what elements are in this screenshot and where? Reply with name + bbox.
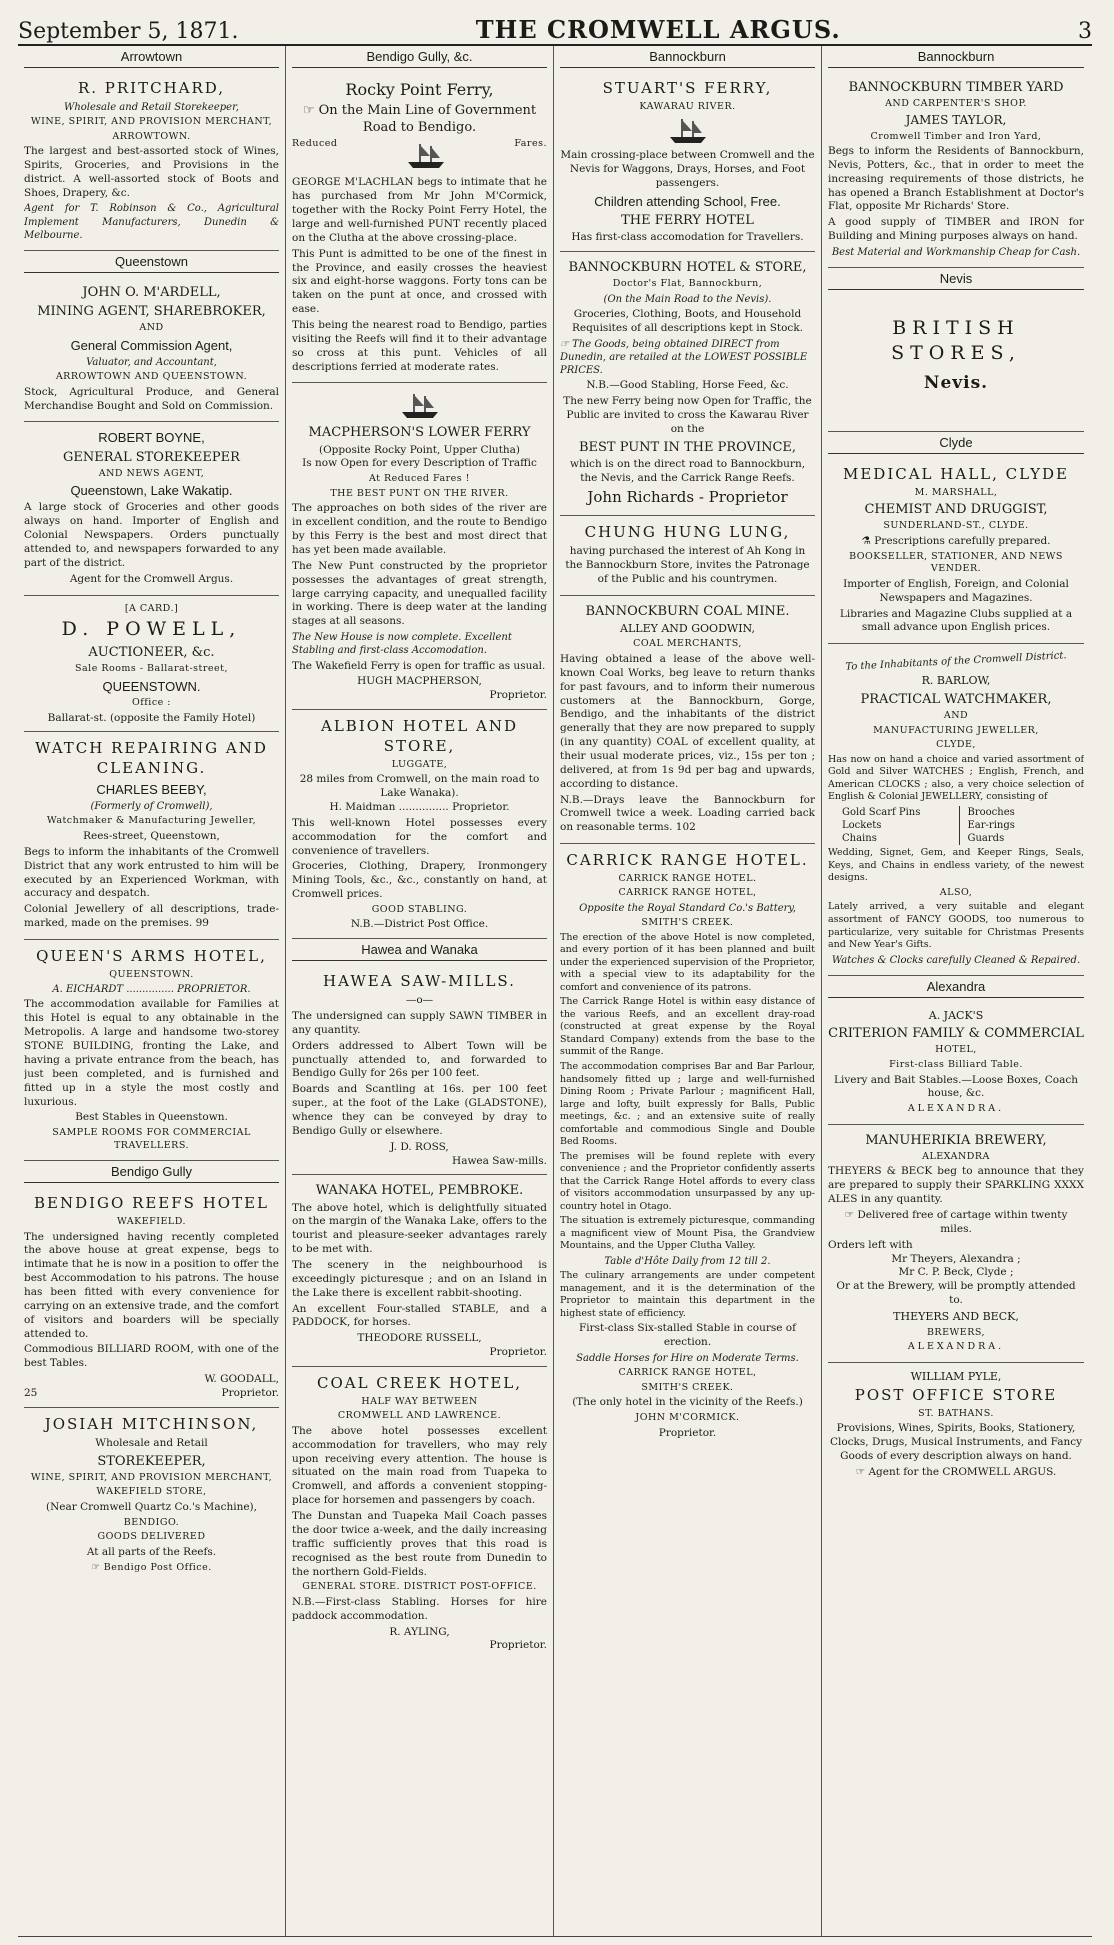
advert-line: SUNDERLAND-ST., CLYDE. [883, 520, 1029, 532]
advert-body: Stock, Agricultural Produce, and General Merchandise Bought and Sold on Commission. [24, 385, 279, 412]
advert-title: ROBERT BOYNE, [98, 430, 205, 446]
advert-line: MINING AGENT, SHAREBROKER, [37, 304, 266, 320]
advert-line: First-class Six-stalled Stable in course of erection. [578, 1322, 797, 1349]
advert-body: The undersigned can supply SAWN TIMBER in any quantity. [292, 1009, 547, 1036]
advert-line: 28 miles from Cromwell, on the main road to Lake Wanaka). [299, 773, 540, 800]
advert-line: BENDIGO. [123, 1516, 180, 1528]
advert-body: Provisions, Wines, Spirits, Books, Stationery, Clocks, Drugs, Musical Instruments, and Fancy Goods of every description always on hand. [829, 1422, 1083, 1463]
advert-line: Watches & Clocks carefully Cleaned & Repaired. [831, 954, 1081, 966]
advert-body [560, 338, 815, 378]
advert-line: BOOKSELLER, STATIONER, AND NEWS VENDER. [849, 550, 1063, 575]
advert-carrick-range [560, 844, 815, 1446]
advert-line: HOTEL, [935, 1044, 977, 1056]
advert-text: On the Main Line of Government Road to Bendigo. [318, 103, 537, 136]
advert-body: Wedding, Signet, Gem, and Keeper Rings, Seals, Keys, and Chains in endless variety, of the newest designs. [828, 847, 1084, 884]
advert-line: AUCTIONEER, &c. [88, 645, 215, 661]
advert-line: Watchmaker & Manufacturing Jeweller, [46, 815, 257, 827]
advert-body: Begs to inform the Residents of Bannockburn, Nevis, Potters, &c., that in order to meet the increasing requirements of those districts, he has opened a Branch Establishment at Doctor's Flat, opposite Mr Richards' Store. [828, 145, 1084, 213]
section-header: Nevis [828, 268, 1084, 290]
advert-body: Commodious BILLIARD ROOM, with one of the best Tables. [24, 1343, 279, 1370]
advert-line: Wholesale and Retail [95, 1436, 208, 1449]
advert-line: ALSO, [939, 886, 973, 898]
advert-line: ST. BATHANS. [918, 1407, 994, 1419]
advert-coal-creek-hotel [292, 1367, 547, 1659]
advert-body: Agent for the Cromwell Argus. [69, 572, 234, 585]
advert-line: CROMWELL AND LAWRENCE. [337, 1410, 502, 1422]
advert-proprietor: John Richards - Proprietor [587, 487, 788, 506]
advert-number: 99 [195, 917, 209, 930]
advert-signature: THEODORE RUSSELL, [357, 1332, 482, 1345]
advert-title: MACPHERSON'S LOWER FERRY [308, 425, 531, 441]
advert-text: N.B.—Drays leave the Bannockburn for Cromwell twice a week. Loading carried back on reasonable terms. [560, 793, 815, 834]
advert-line: SMITH'S CREEK. [641, 1381, 734, 1393]
advert-timber-yard [828, 72, 1084, 268]
advert-bannockburn-hotel [560, 252, 815, 516]
advert-line: Orders left with [828, 1238, 913, 1251]
column-2 [286, 46, 554, 1936]
advert-line: Opposite the Royal Standard Co.'s Battery, [579, 902, 796, 914]
advert-line [828, 1466, 1084, 1480]
pointing-hand-icon: ☞ [560, 338, 573, 350]
advert-line: GOOD STABLING. [371, 903, 468, 915]
advert-line: N.B.—District Post Office. [350, 918, 489, 931]
advert-title: CARRICK RANGE HOTEL. [566, 851, 809, 870]
advert-title: R. BARLOW, [921, 674, 991, 688]
advert-line: JAMES TAYLOR, [905, 112, 1007, 127]
advert-criterion-hotel [828, 1002, 1084, 1125]
advert-line: HALF WAY BETWEEN [361, 1395, 478, 1407]
section-header: Alexandra [828, 976, 1084, 998]
advert-body: Libraries and Magazine Clubs supplied at a small advance upon English prices. [839, 607, 1073, 634]
advert-line: At Reduced Fares ! [368, 473, 471, 485]
advert-body: Agent for T. Robinson & Co., Agricultural Implement Manufacturers, Dunedin & Melbourne. [24, 203, 279, 241]
advert-line: (Formerly of Cromwell), [90, 801, 213, 813]
section-header: Hawea and Wanaka [292, 939, 547, 961]
advert-title: COAL CREEK HOTEL, [316, 1374, 523, 1393]
advert-title: ALBION HOTEL AND STORE, [321, 717, 518, 755]
advert-line: (The only hotel in the vicinity of the Reefs.) [572, 1396, 803, 1409]
advert-text: Reduced [292, 138, 338, 150]
advert-line: THE FERRY HOTEL [621, 213, 754, 229]
advert-line: BREWERS, [926, 1326, 986, 1338]
advert-line: At all parts of the Reefs. [86, 1545, 217, 1558]
advert-text: Colonial Jewellery of all descriptions, trade-marked, made on the premises. [24, 903, 279, 930]
advert-line: Ballarat-st. (opposite the Family Hotel) [47, 711, 256, 724]
advert-line: Is now Open for every Description of Traffic [302, 457, 537, 470]
advert-line: AND NEWS AGENT, [98, 467, 205, 479]
advert-bendigo-reefs [24, 1187, 279, 1408]
section-header: Queenstown [24, 251, 279, 273]
advert-line: CARRICK RANGE HOTEL, [618, 887, 757, 899]
advert-title: CHUNG HUNG LUNG, [584, 523, 791, 542]
advert-manuherikia-brewery [828, 1125, 1084, 1363]
advert-signature: HUGH MACPHERSON, [357, 675, 482, 688]
advert-body: N.B.—First-class Stabling. Horses for hire paddock accommodation. [292, 1595, 547, 1622]
advert-title: Rocky Point Ferry, [345, 80, 494, 99]
advert-line: WAKEFIELD STORE, [96, 1486, 207, 1498]
advert-line: SMITH'S CREEK. [641, 917, 734, 929]
advert-body: Groceries, Clothing, Boots, and Household Requisites of all descriptions kept in Stock. [571, 307, 804, 334]
section-header: Bannockburn [560, 46, 815, 68]
advert-line: Doctor's Flat, Bannockburn, [612, 278, 763, 290]
mortar-pestle-icon: ⚗ [861, 534, 875, 547]
advert-text: Delivered free of cartage within twenty miles. [857, 1209, 1068, 1235]
advert-signature: R. AYLING, [389, 1625, 450, 1638]
section-header: Clyde [828, 432, 1084, 454]
advert-pyle [828, 1363, 1084, 1486]
advert-line: Mr Theyers, Alexandra ; [891, 1252, 1021, 1265]
advert-wanaka-hotel [292, 1175, 547, 1367]
advert-body: A good supply of TIMBER and IRON for Building and Mining purposes always on hand. [828, 216, 1084, 243]
list-item: Gold Scarf Pins [842, 806, 921, 818]
advert-line: AND [943, 710, 969, 722]
advert-boyne [24, 422, 279, 595]
advert-signature: THEYERS AND BECK, [893, 1310, 1019, 1324]
columns [18, 46, 1092, 1937]
advert-footer [24, 1387, 279, 1401]
list-item: Lockets [842, 819, 882, 831]
advert-mitchinson [24, 1408, 279, 1582]
advert-title: WILLIAM PYLE, [910, 1369, 1002, 1383]
advert-body: Boards and Scantling at 16s. per 100 feet super., at the foot of the Lake (GLADSTONE), whence they can be conveyed by dray to Bendigo Gully or elsewhere. [292, 1083, 547, 1137]
advert-line: WINE, SPIRIT, AND PROVISION MERCHANT, [30, 115, 273, 127]
advert-line: AND [139, 322, 164, 334]
advert-rocky-point-ferry [292, 72, 547, 383]
advert-body: Main crossing-place between Cromwell and the Nevis for Waggons, Drays, Horses, and Foot passengers. [560, 149, 815, 190]
advert-title: BENDIGO REEFS HOTEL [33, 1194, 270, 1213]
advert-body: Has now on hand a choice and varied assortment of Gold and Silver WATCHES ; English, French, and American CLOCKS ; also, a very choice selection of English & Colonial JEWELLERY, consisting of [828, 753, 1084, 803]
advert-line: QUEENSTOWN. [109, 968, 194, 980]
advert-text: Agent for the CROMWELL ARGUS. [868, 1466, 1057, 1479]
advert-line: Valuator, and Accountant, [86, 357, 217, 369]
advert-body: which is on the direct road to Bannockburn, the Nevis, and the Carrick Range Reefs. [569, 457, 806, 484]
advert-line: (On the Main Road to the Nevis). [603, 293, 772, 305]
advert-line: —o— [405, 994, 434, 1007]
pointing-hand-icon: ☞ [855, 1466, 869, 1479]
advert-line: Has first-class accomodation for Travellers. [571, 231, 804, 244]
advert-title: HAWEA SAW-MILLS. [323, 972, 516, 991]
advert-title: QUEEN'S ARMS HOTEL, [36, 946, 267, 965]
advert-body [560, 794, 815, 836]
advert-body: Importer of English, Foreign, and Colonial Newspapers and Magazines. [843, 577, 1069, 604]
advert-line: ALEXANDRA. [907, 1103, 1005, 1115]
advert-title: R. PRITCHARD, [77, 79, 226, 97]
advert-body: Having obtained a lease of the above well-known Coal Works, beg leave to return thanks for past favours, and to inform their numerous customers at the Bannockburn, Gorge, Bendigo, and the inhabitants of the district generally that they are now prepared to supply (in any quantity) COAL of excellent quality, at their usual moderate prices, viz., 15s per ton ; delivered, at from 1s 9d per bag and upwards, according to distance. [560, 652, 815, 790]
advert-body: The culinary arrangements are under competent management, and it is the determination of the Proprietor to maintain this department in the highest state of efficiency. [560, 1270, 815, 1319]
jewellery-list-right [959, 806, 1085, 846]
advert-line [24, 1562, 279, 1575]
advert-body [24, 903, 279, 931]
page-number: 3 [1078, 19, 1092, 44]
advert-line: (Opposite Rocky Point, Upper Clutha) [318, 443, 521, 456]
advert-line: ARROWTOWN AND QUEENSTOWN. [55, 371, 248, 383]
advert-line: Livery and Bait Stables.—Loose Boxes, Coach house, &c. [834, 1073, 1078, 1100]
advert-body: The scenery in the neighbourhood is exceedingly picturesque ; and on an Island in the Lake there is excellent rabbit-shooting. [292, 1259, 547, 1299]
advert-body: Begs to inform the inhabitants of the Cromwell District that any work entrusted to him will be executed by an Experienced Workman, with accuracy and despatch. [24, 845, 279, 900]
advert-title: MANUHERIKIA BREWERY, [865, 1132, 1047, 1148]
ship-icon [400, 392, 440, 420]
advert-title: WANAKA HOTEL, PEMBROKE. [315, 1183, 524, 1199]
advert-line: GOODS DELIVERED [97, 1531, 206, 1543]
advert-proprietor: Proprietor. [489, 1346, 547, 1359]
advert-number: 25 [24, 1387, 38, 1400]
advert-body: having purchased the interest of Ah Kong in the Bannockburn Store, invites the Patronage of the Public and his countrymen. [565, 545, 810, 585]
advert-line: Or at the Brewery, will be promptly attended to. [836, 1280, 1076, 1307]
advert-line: WAKEFIELD. [116, 1216, 187, 1228]
advert-line: CARRICK RANGE HOTEL. [618, 872, 757, 884]
advert-line: First-class Billiard Table. [889, 1059, 1023, 1070]
advert-body: The accommodation comprises Bar and Bar Parlour, handsomely fitted up ; large and well-furnished Dining Room ; Private Parlour ; magnificent Hall, large and lofty, built expressly for Balls, Public meetings, &c. ; and an extensive suite of really comfortable and commodious Single and Double Bed Rooms. [560, 1060, 815, 1148]
advert-text: Prescriptions carefully prepared. [874, 534, 1051, 547]
advert-signature: JOHN M'CORMICK. [635, 1412, 740, 1424]
advert-line: ALLEY AND GOODWIN, [620, 621, 755, 635]
advert-title: JOHN O. M'ARDELL, [82, 285, 221, 301]
advert-line: WINE, SPIRIT, AND PROVISION MERCHANT, [30, 1471, 273, 1483]
advert-body: The approaches on both sides of the river are in excellent condition, and the route to Bendigo by this Ferry is the best and most direct that has yet been made available. [292, 502, 547, 556]
advert-line: SAMPLE ROOMS FOR COMMERCIAL TRAVELLERS. [52, 1127, 251, 1151]
jewellery-list [828, 806, 1084, 846]
advert-body: The above hotel, which is delightfully situated on the margin of the Wanaka Lake, offers to the tourist and pleasure-seeker advantages rarely to be met with. [292, 1201, 547, 1256]
advert-line: N.B.—Good Stabling, Horse Feed, &c. [586, 379, 789, 392]
column-1 [18, 46, 286, 1936]
advert-body: The Carrick Range Hotel is within easy distance of the various Reefs, and an excellent dray-road (constructed at great expense by the Royal Standard Company) extends from the base to the summit of the Range. [560, 996, 815, 1058]
advert-title: A. JACK'S [928, 1008, 984, 1022]
advert-line: STOREKEEPER, [97, 1453, 206, 1469]
advert-line: Nevis. [923, 373, 989, 394]
advert-barlow [828, 644, 1084, 976]
ship-icon [668, 117, 708, 145]
advert-line: Table d'Hôte Daily from 12 till 2. [604, 1255, 771, 1267]
advert-powell [24, 596, 279, 733]
advert-title: STUART'S FERRY, [602, 79, 773, 97]
advert-line: Best Material and Workmanship Cheap for Cash. [831, 247, 1081, 259]
advert-line: THE BEST PUNT ON THE RIVER. [330, 487, 509, 499]
advert-line: QUEENSTOWN. [102, 678, 201, 694]
advert-line: MANUFACTURING JEWELLER, [873, 724, 1039, 736]
advert-body: Groceries, Clothing, Drapery, Ironmongery Mining Tools, &c., &c., constantly on hand, at Cromwell prices. [292, 860, 547, 901]
advert-line: General Commission Agent, [70, 337, 233, 353]
advert-body: This Punt is admitted to be one of the finest in the Province, and easily crosses the heaviest six and eight-horse waggons. Forty tons can be taken on the punt at once, and crossed with ease. [292, 247, 547, 316]
advert-title: JOSIAH MITCHINSON, [44, 1414, 259, 1433]
list-item: Chains [842, 833, 877, 845]
advert-signature: W. GOODALL, [204, 1373, 279, 1386]
advert-body: The situation is extremely picturesque, commanding a magnificent view of Mount Pisa, the Grandview Mountains, and the Upper Clutha Valley. [560, 1215, 815, 1252]
advert-title: BANNOCKBURN HOTEL & STORE, [568, 260, 807, 276]
advert-body: The Dunstan and Tuapeka Mail Coach passes the door twice a-week, and the daily increasing traffic sufficiently proves that this road is recognised as the best route from Dunedin to the northern Gold-Fields. [292, 1510, 547, 1578]
advert-line: CRITERION FAMILY & COMMERCIAL [828, 1026, 1084, 1042]
advert-line: ALEXANDRA [922, 1150, 990, 1162]
advert-line: CARRICK RANGE HOTEL, [618, 1367, 757, 1379]
advert-line: Saddle Horses for Hire on Moderate Terms. [576, 1352, 799, 1364]
column-4 [822, 46, 1090, 1936]
advert-body [828, 1209, 1084, 1237]
advert-beeby [24, 732, 279, 939]
advert-body: The Wakefield Ferry is open for traffic as usual. [292, 659, 546, 672]
section-header: Bendigo Gully [24, 1161, 279, 1183]
advert-albion [292, 710, 547, 939]
advert-title: BANNOCKBURN TIMBER YARD [848, 80, 1064, 95]
advert-line: POST OFFICE STORE [854, 1386, 1058, 1405]
advert-line: To the Inhabitants of the Cromwell District. [845, 650, 1067, 674]
advert-line: Sale Rooms - Ballarat-street, [74, 663, 228, 675]
advert-body: This well-known Hotel possesses every accommodation for the comfort and convenience of travellers. [292, 816, 547, 857]
ship-icon [406, 142, 446, 170]
advert-number: 102 [675, 821, 696, 834]
advert-proprietor: Proprietor. [221, 1387, 279, 1400]
advert-text: The Goods, being obtained DIRECT from Dunedin, are retailed at the LOWEST POSSIBLE PRICES. [560, 338, 808, 377]
issue-date: September 5, 1871. [18, 19, 239, 44]
list-item: Ear-rings [967, 819, 1015, 831]
pointing-hand-icon: ☞ [844, 1209, 858, 1222]
pointing-hand-icon: ☞ [91, 1561, 104, 1573]
advert-text: Fares. [514, 138, 547, 150]
section-header: Bannockburn [828, 46, 1084, 68]
newspaper-title: THE CROMWELL ARGUS. [475, 15, 841, 44]
advert-body: The largest and best-assorted stock of Wines, Spirits, Groceries, and Provisions in the district. A well-assorted stock of Boots and Shoes, Drapery, &c. [24, 145, 279, 199]
advert-title: BRITISH STORES, [891, 317, 1021, 365]
advert-body: The above hotel possesses excellent accommodation for travellers, who may rely upon receiving every attention. The house is situated on the main road from Tuapeka to Cromwell, and affords a convenient stopping-place for horsemen and passengers by coach. [292, 1424, 547, 1507]
advert-line: [A CARD.] [124, 602, 179, 614]
advert-line: GENERAL STORE. DISTRICT POST-OFFICE. [302, 1581, 537, 1593]
section-header: Bendigo Gully, &c. [292, 46, 547, 68]
advert-body: The new Ferry being now Open for Traffic, the Public are invited to cross the Kawarau River on the [563, 395, 812, 435]
advert-body: The undersigned having recently completed the above house at great expense, begs to intimate that he is now in a position to offer the best Accommodation to his patrons. The house has been fitted with every convenience for carrying on an extensive trade, and the comfort of visitors and boarders will be specially attended to. [24, 1230, 279, 1340]
advert-line [292, 102, 547, 136]
advert-body: This being the nearest road to Bendigo, parties visiting the Reefs will find it to their advantage so cross at this punt. Vehicles of all descriptions ferried at moderate rates. [292, 319, 547, 373]
advert-line: Rees-street, Queenstown, [83, 829, 220, 842]
advert-line: COAL MERCHANTS, [633, 638, 742, 650]
advert-body: The New Punt constructed by the proprietor possesses the advantages of great strength, large carrying capacity, and unequalled facility in working. There is deep water at the landing stages at all seasons. [292, 559, 547, 628]
advert-line: ARROWTOWN. [112, 130, 191, 142]
advert-line: LUGGATE, [391, 758, 448, 770]
advert-line: Office : [131, 697, 172, 709]
advert-body: GEORGE M'LACHLAN begs to intimate that he has purchased from Mr John M'Cormick, together with the Rocky Point Ferry Hotel, the large and well-furnished PUNT recently placed on the Clutha at the above crossing-place. [292, 176, 547, 244]
advert-pritchard [24, 72, 279, 251]
advert-body: The erection of the above Hotel is now completed, and every portion of it has been planned and built under the experienced supervision of the Proprietor, with a special view to its adaptability for the comfort and convenience of its patrons. [560, 931, 815, 993]
advert-macpherson-ferry [292, 383, 547, 710]
advert-line: Cromwell Timber and Iron Yard, [870, 130, 1042, 142]
advert-line: CHEMIST AND DRUGGIST, [864, 502, 1048, 518]
advert-line: GENERAL STOREKEEPER [63, 449, 240, 465]
advert-body: Best Stables in Queenstown. [75, 1111, 228, 1124]
column-3 [554, 46, 822, 1936]
advert-body: A large stock of Groceries and other goods always on hand. Importer of English and Colonial Newspapers. Orders punctually attended to, and newspapers forwarded to any part of the district. [24, 501, 279, 569]
advert-body: An excellent Four-stalled STABLE, and a PADDOCK, for horses. [292, 1302, 547, 1329]
advert-body: The accommodation available for Families at this Hotel is equal to any obtainable in the Metropolis. A large and handsome two-storey STONE BUILDING, fronting the Lake, and having a private entrance from the beach, has just been completed, and is furnished and fitted up in a style the most costly and luxurious. [24, 998, 279, 1108]
advert-line: Wholesale and Retail Storekeeper, [64, 101, 239, 113]
advert-stuarts-ferry [560, 72, 815, 252]
advert-line: Mr C. P. Beck, Clyde ; [898, 1266, 1014, 1279]
advert-line: Children attending School, Free. [594, 193, 781, 209]
section-header: Arrowtown [24, 46, 279, 68]
advert-british-stores [828, 294, 1084, 432]
list-item: Brooches [967, 806, 1015, 818]
advert-line: A. EICHARDT ............... PROPRIETOR. [52, 984, 251, 996]
advert-line: CLYDE, [936, 739, 976, 751]
advert-title: D. POWELL, [61, 618, 242, 641]
advert-line: BEST PUNT IN THE PROVINCE, [578, 439, 797, 455]
advert-chung-hung-lung [560, 516, 815, 595]
advert-line: PRACTICAL WATCHMAKER, [860, 691, 1052, 707]
advert-line: AND CARPENTER'S SHOP. [885, 98, 1027, 110]
pointing-hand-icon: ☞ [302, 103, 319, 119]
advert-line: H. Maidman ............... Proprietor. [329, 800, 510, 813]
advert-line: Queenstown, Lake Wakatip. [70, 483, 233, 499]
advert-hawea-saw-mills [292, 965, 547, 1175]
advert-proprietor: Proprietor. [489, 689, 547, 702]
list-item: Guards [967, 833, 1005, 845]
advert-title: MEDICAL HALL, CLYDE [842, 464, 1070, 483]
advert-proprietor: Proprietor. [489, 1639, 547, 1652]
advert-line [292, 138, 547, 174]
advert-line: ALEXANDRA. [907, 1341, 1005, 1353]
advert-line: M. MARSHALL, [914, 486, 998, 498]
advert-line: KAWARAU RIVER. [639, 100, 736, 112]
masthead [18, 10, 1092, 46]
advert-medical-hall [828, 458, 1084, 644]
advert-coal-mine [560, 596, 815, 844]
advert-body: Lately arrived, a very suitable and elegant assortment of FANCY GOODS, too numerous to particularize, very suitable for Christmas Presents and New Year's Gifts. [828, 901, 1084, 951]
advert-mardell [24, 277, 279, 422]
advert-text: Bendigo Post Office. [103, 1561, 212, 1573]
advert-proprietor: Proprietor. [658, 1426, 717, 1439]
advert-body: The premises will be found replete with every convenience ; and the Proprietor confidently asserts that the Carrick Range Hotel affords to every class of visitors accommodation unsurpassed by any up-country hotel in Otago. [560, 1150, 815, 1212]
advert-body: The New House is now complete. Excellent Stabling and first-class Accomodation. [292, 632, 512, 657]
advert-line: Hawea Saw-mills. [452, 1154, 547, 1167]
jewellery-list-left [828, 806, 959, 846]
advert-body: THEYERS & BECK beg to announce that they are prepared to supply their SPARKLING XXXX ALES in any quantity. [828, 1165, 1084, 1206]
advert-title: BANNOCKBURN COAL MINE. [585, 603, 790, 619]
advert-line [828, 535, 1084, 549]
advert-line: CHARLES BEEBY, [96, 782, 207, 798]
advert-title: WATCH REPAIRING AND CLEANING. [35, 739, 268, 778]
advert-line: (Near Cromwell Quartz Co.'s Machine), [46, 1500, 257, 1513]
advert-body: Orders addressed to Albert Town will be punctually attended to, and forwarded to Bendigo Gully for 26s per 100 feet. [292, 1039, 547, 1080]
advert-signature: J. D. ROSS, [390, 1140, 449, 1153]
advert-queens-arms [24, 940, 279, 1161]
